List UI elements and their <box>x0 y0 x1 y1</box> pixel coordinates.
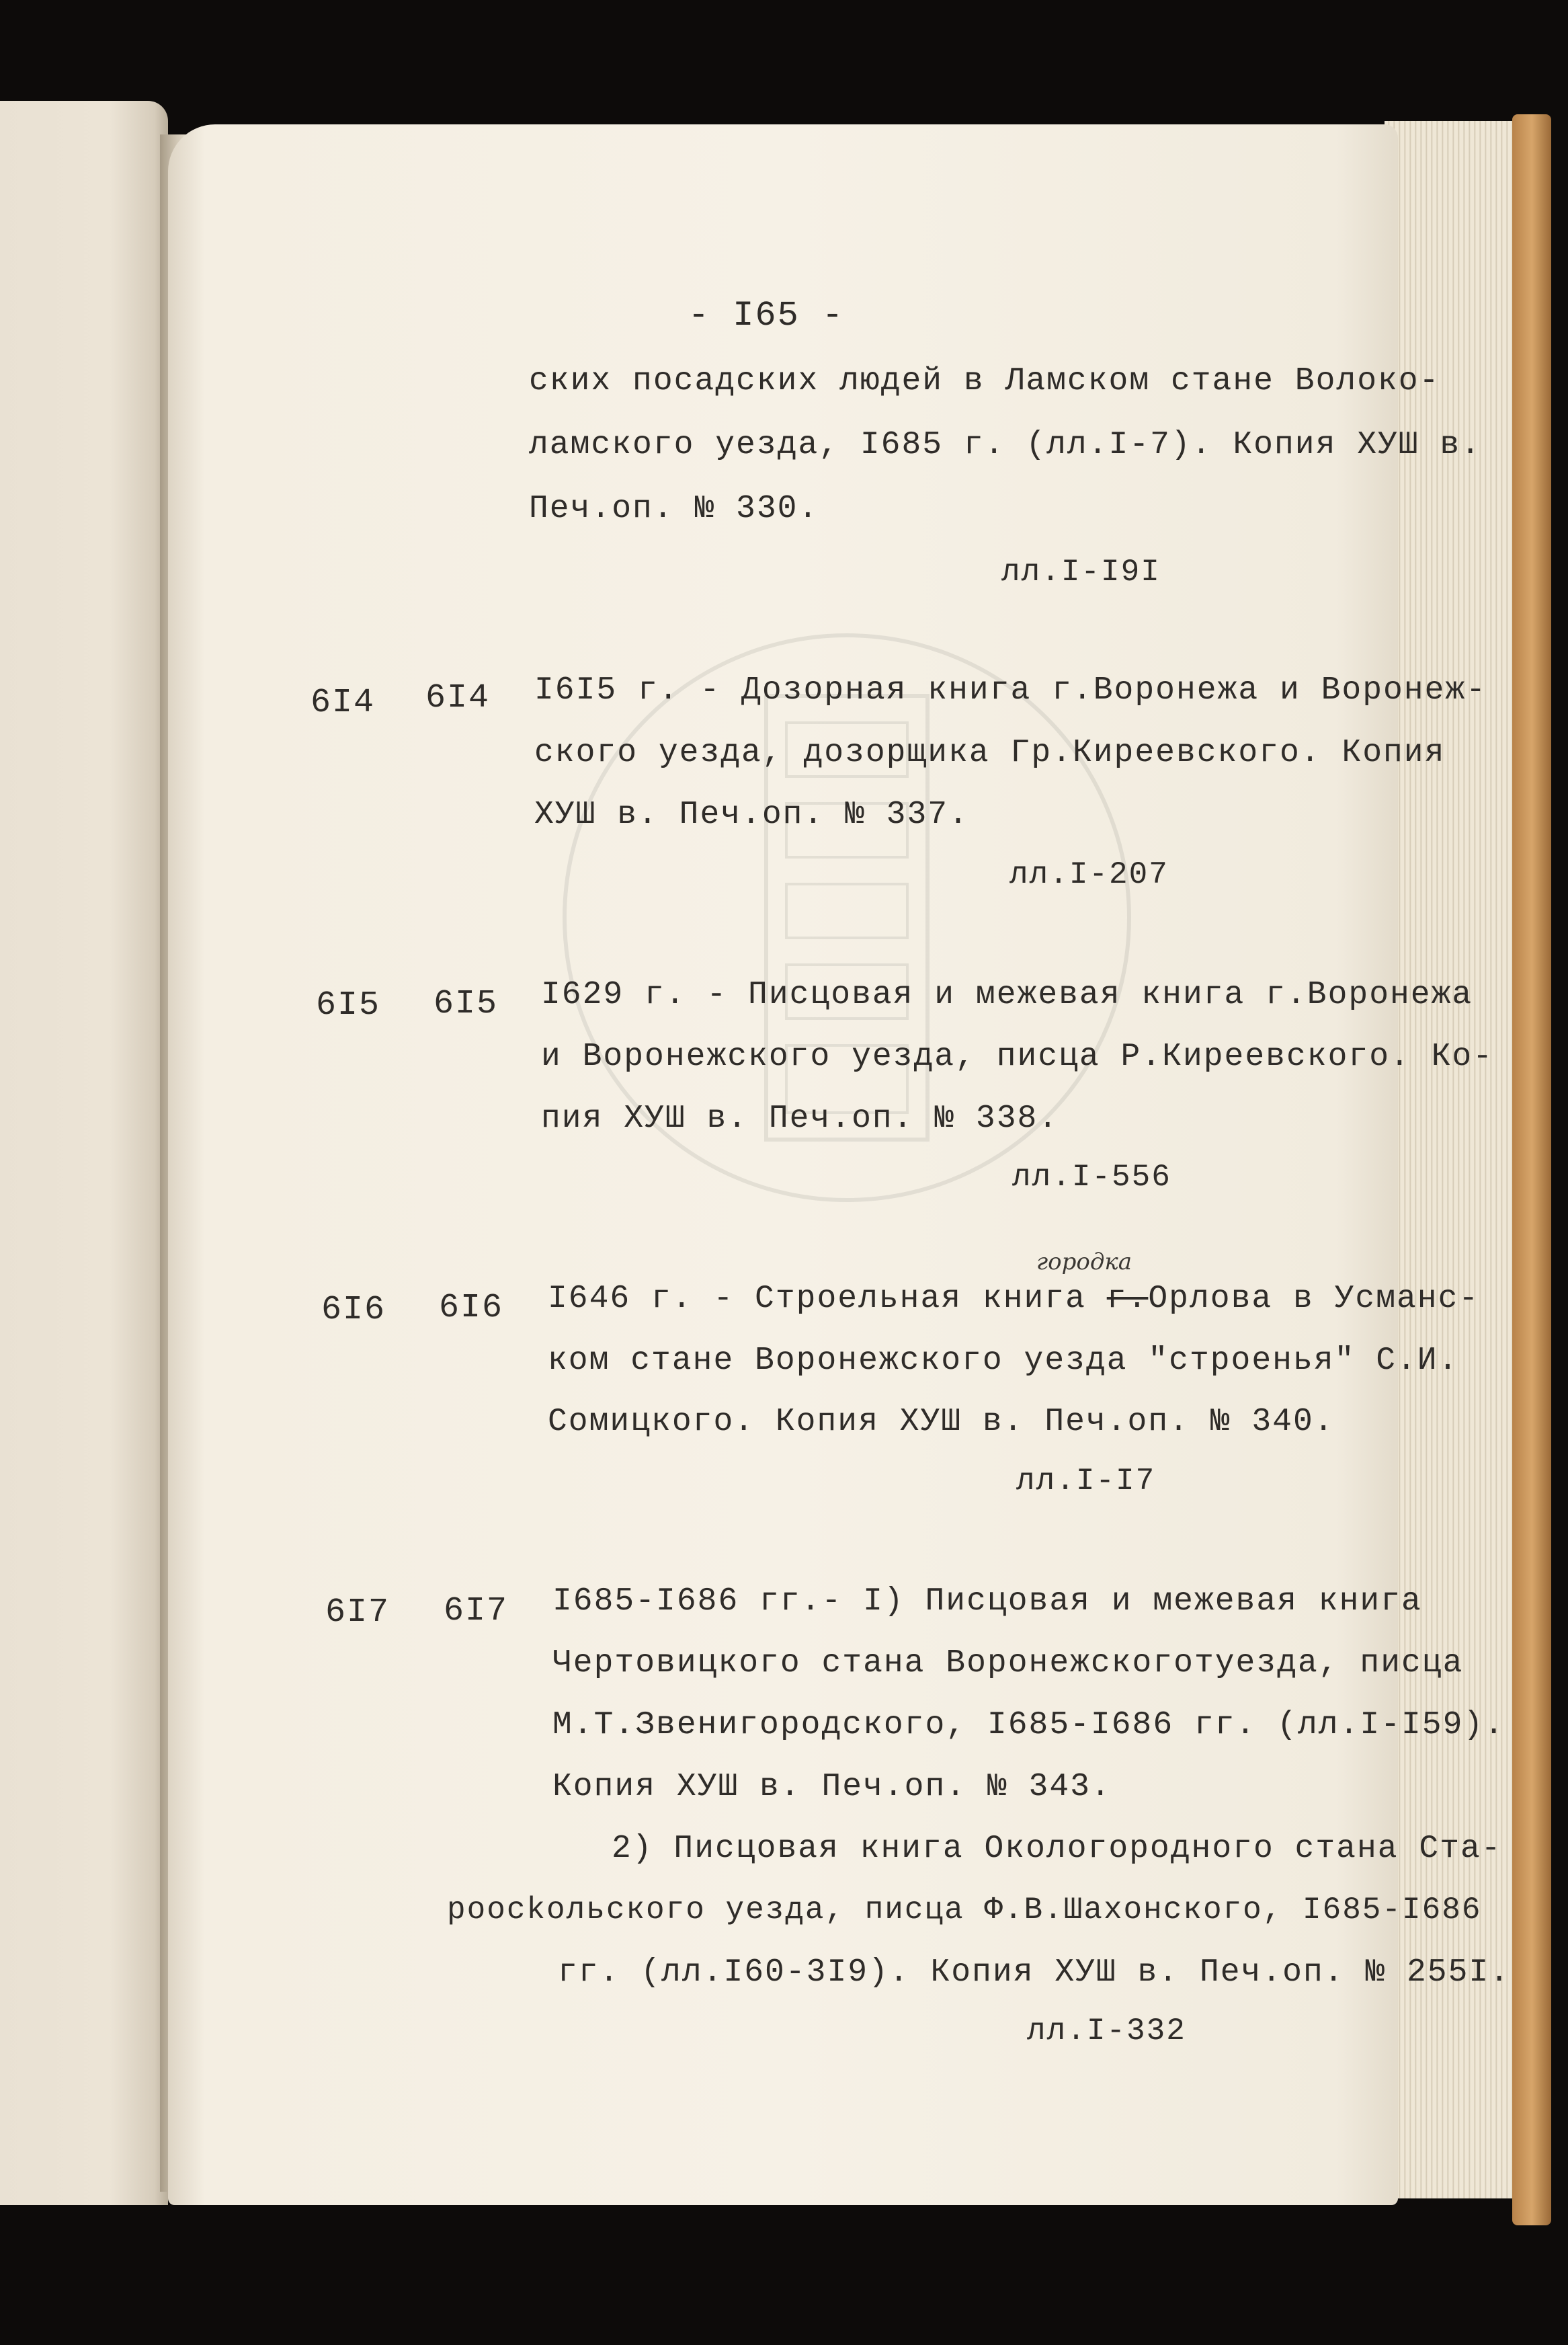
continuation-line-1: ских посадских людей в Ламском стане Волоко- <box>529 363 1440 399</box>
entry-614-number-a: 6I4 <box>311 684 376 722</box>
book-cover-edge <box>1512 114 1551 2225</box>
entry-617-line-6: роосkольского уезда, писца Ф.В.Шахонского, I685-I686 <box>447 1893 1482 1927</box>
entry-617-folio-range: лл.I-332 <box>1027 2014 1186 2049</box>
entry-617-number-a: 6I7 <box>325 1593 390 1632</box>
entry-617-line-4: Копия ХУШ в. Печ.оп. № 343. <box>552 1769 1112 1805</box>
entry-615-line-1: I629 г. - Писцовая и межевая книга г.Воронежа <box>541 977 1473 1013</box>
page-number: - I65 - <box>688 296 845 335</box>
continuation-line-3: Печ.оп. № 330. <box>529 491 819 527</box>
entry-617-line-7: гг. (лл.I60-3I9). Копия ХУШ в. Печ.оп. № 255I. <box>558 1954 1511 1991</box>
continuation-line-2: ламского уезда, I685 г. (лл.I-7). Копия ХУШ в. <box>529 427 1482 463</box>
entry-616-line-1: I646 г. - Строельная книга г.Орлова в Усманс- <box>548 1281 1480 1317</box>
entry-616-number-a: 6I6 <box>321 1291 386 1329</box>
entry-616-number-b: 6I6 <box>439 1289 504 1327</box>
entry-617-line-1: I685-I686 гг.- I) Писцовая и межевая книга <box>552 1583 1422 1620</box>
handwritten-insertion: городка <box>1036 1248 1132 1275</box>
entry-614-line-2: ского уезда, дозорщика Гр.Киреевского. Копия <box>534 735 1446 771</box>
left-page <box>0 101 168 2205</box>
continuation-folio-range: лл.I-I9I <box>1001 555 1161 590</box>
entry-616-line-3: Сомицкого. Копия ХУШ в. Печ.оп. № 340. <box>548 1404 1335 1440</box>
entry-615-number-a: 6I5 <box>316 986 381 1025</box>
entry-617-line-3: М.Т.Звенигородского, I685-I686 гг. (лл.I-I59). <box>552 1707 1505 1743</box>
entry-617-line-5: 2) Писцовая книга Окологородного стана Ста- <box>612 1831 1502 1867</box>
entry-615-line-3: пия ХУШ в. Печ.оп. № 338. <box>541 1101 1059 1137</box>
entry-614-number-b: 6I4 <box>425 679 491 717</box>
entry-614-folio-range: лл.I-207 <box>1009 857 1169 892</box>
entry-617-number-b: 6I7 <box>444 1592 509 1630</box>
entry-616-folio-range: лл.I-I7 <box>1016 1464 1156 1499</box>
struck-text: г. <box>1106 1281 1149 1317</box>
entry-616-line-2: ком стане Воронежского уезда "строенья" С.И. <box>548 1343 1459 1379</box>
entry-614-line-1: I6I5 г. - Дозорная книга г.Воронежа и Воронеж- <box>534 672 1487 709</box>
entry-615-number-b: 6I5 <box>434 985 499 1023</box>
entry-614-line-3: ХУШ в. Печ.оп. № 337. <box>534 797 969 833</box>
entry-617-line-2: Чертовицкого стана Воронежскоготуезда, писца <box>552 1645 1464 1681</box>
entry-615-folio-range: лл.I-556 <box>1012 1160 1171 1195</box>
document-page <box>168 124 1511 2205</box>
entry-615-line-2: и Воронежского уезда, писца Р.Киреевского. Ко- <box>541 1039 1494 1075</box>
